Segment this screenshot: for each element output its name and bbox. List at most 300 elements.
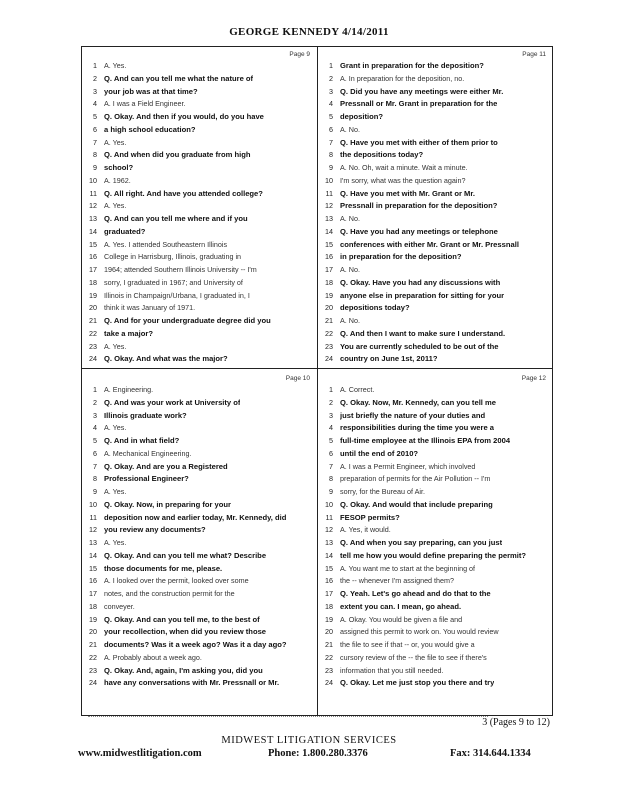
line-number: 6 xyxy=(93,124,97,134)
transcript-line xyxy=(86,461,314,474)
line-number: 5 xyxy=(329,436,333,445)
line-number: 24 xyxy=(325,354,333,364)
line-number: 22 xyxy=(325,652,333,662)
line-number: 3 xyxy=(93,86,97,96)
transcript-line xyxy=(86,111,314,124)
transcript-line xyxy=(86,200,314,213)
line-number: 18 xyxy=(89,277,97,287)
line-text: A. Mechanical Engineering. xyxy=(104,448,192,458)
line-text: A. You want me to start at the beginning of xyxy=(340,563,476,573)
line-text: you review any documents? xyxy=(104,525,206,535)
line-text: those documents for me, please. xyxy=(104,563,223,573)
transcript-line xyxy=(86,86,314,99)
line-text: Q. Have you met with Mr. Grant or Mr. xyxy=(340,188,476,198)
line-number: 15 xyxy=(89,239,97,249)
line-number: 12 xyxy=(325,525,333,535)
line-number: 24 xyxy=(325,678,333,688)
line-text: deposition now and earlier today, Mr. Kennedy, did xyxy=(104,512,287,522)
transcript-line xyxy=(86,575,314,588)
transcript-line xyxy=(322,124,550,137)
line-number: 13 xyxy=(89,538,97,547)
line-number: 23 xyxy=(89,665,97,675)
line-number: 14 xyxy=(325,226,333,236)
line-number: 2 xyxy=(93,73,97,83)
transcript-line xyxy=(322,86,550,99)
transcript-line xyxy=(86,448,314,461)
transcript-line xyxy=(322,226,550,239)
transcript-line xyxy=(86,137,314,150)
line-number: 4 xyxy=(329,423,333,433)
transcript-line xyxy=(86,410,314,423)
transcript-line xyxy=(86,524,314,537)
transcript-page-12 xyxy=(322,373,550,691)
line-number: 18 xyxy=(325,601,333,611)
transcript-line xyxy=(322,588,550,601)
line-text: Q. And can you tell me where and if you xyxy=(104,214,248,223)
transcript-line xyxy=(322,537,550,550)
transcript-line xyxy=(322,448,550,461)
transcript-line xyxy=(322,162,550,175)
line-number: 15 xyxy=(325,563,333,573)
line-text: Q. Okay. Have you had any discussions with xyxy=(340,277,501,287)
line-number: 6 xyxy=(329,448,333,458)
transcript-line xyxy=(86,73,314,86)
transcript-line xyxy=(86,537,314,550)
line-text: A. Yes. xyxy=(104,137,127,147)
line-text: A. Engineering. xyxy=(104,385,154,394)
firm-name: MIDWEST LITIGATION SERVICES xyxy=(221,735,397,746)
line-text: Q. Okay. And are you a Registered xyxy=(104,461,228,471)
line-number: 17 xyxy=(325,589,333,598)
transcript-line xyxy=(86,550,314,563)
line-number: 10 xyxy=(325,175,333,185)
line-number: 12 xyxy=(325,201,333,211)
transcript-line xyxy=(322,601,550,614)
line-text: sorry, I graduated in 1967; and University of xyxy=(104,277,243,287)
transcript-line xyxy=(86,188,314,201)
transcript-line xyxy=(322,652,550,665)
line-number: 2 xyxy=(93,397,97,407)
transcript-line xyxy=(322,410,550,423)
line-number: 19 xyxy=(325,614,333,624)
line-text: A. No. xyxy=(340,214,360,223)
transcript-line xyxy=(86,473,314,486)
transcript-line xyxy=(86,341,314,354)
line-number: 23 xyxy=(89,341,97,351)
line-number: 7 xyxy=(93,461,97,471)
row-divider xyxy=(82,368,552,369)
transcript-line xyxy=(86,302,314,315)
line-text: Pressnall or Mr. Grant in preparation for the xyxy=(340,99,498,109)
line-number: 12 xyxy=(89,525,97,535)
line-text: conveyer. xyxy=(104,601,135,611)
line-text: depositions today? xyxy=(340,303,410,313)
transcript-line xyxy=(322,239,550,252)
transcript-line xyxy=(322,563,550,576)
line-text: until the end of 2010? xyxy=(340,448,419,458)
transcript-line xyxy=(86,677,314,690)
transcript-line xyxy=(322,341,550,354)
line-number: 9 xyxy=(329,163,333,172)
line-text: A. Yes. I attended Southeastern Illinois xyxy=(104,239,228,249)
transcript-line xyxy=(86,353,314,366)
transcript-line xyxy=(86,264,314,277)
line-text: Q. And in what field? xyxy=(104,436,180,445)
transcript-lines xyxy=(86,384,314,690)
line-number: 3 xyxy=(329,86,333,96)
transcript-line xyxy=(322,175,550,188)
line-text: A. 1962. xyxy=(104,175,131,185)
line-text: country on June 1st, 2011? xyxy=(340,354,438,364)
transcript-page-10 xyxy=(86,373,314,691)
line-text: Q. And for your undergraduate degree did you xyxy=(104,316,271,325)
line-text: responsibilities during the time you were a xyxy=(340,423,495,433)
transcript-lines xyxy=(322,60,550,366)
line-text: graduated? xyxy=(104,226,146,236)
transcript-line xyxy=(86,251,314,264)
line-text: A. I looked over the permit, looked over some xyxy=(104,576,249,586)
line-text: school? xyxy=(104,163,134,172)
column-divider xyxy=(317,47,318,715)
line-text: Q. And was your work at University of xyxy=(104,397,241,407)
line-text: documents? Was it a week ago? Was it a day ago? xyxy=(104,640,287,649)
line-text: full-time employee at the Illinois EPA from 2004 xyxy=(340,436,511,445)
line-number: 14 xyxy=(325,550,333,560)
transcript-line xyxy=(322,200,550,213)
line-number: 23 xyxy=(325,341,333,351)
transcript-line xyxy=(322,473,550,486)
transcript-line xyxy=(86,124,314,137)
line-text: a high school education? xyxy=(104,124,196,134)
transcript-line xyxy=(322,384,550,397)
line-text: Illinois in Champaign/Urbana, I graduated in, I xyxy=(104,290,250,300)
pages-reference: 3 (Pages 9 to 12) xyxy=(482,717,550,728)
line-number: 14 xyxy=(89,226,97,236)
line-text: just briefly the nature of your duties and xyxy=(340,410,486,420)
line-text: Q. Okay. And can you tell me, to the best of xyxy=(104,614,260,624)
line-text: A. Yes. xyxy=(104,61,127,70)
line-text: A. No. xyxy=(340,265,360,274)
line-number: 6 xyxy=(93,448,97,458)
line-number: 19 xyxy=(325,290,333,300)
transcript-line xyxy=(322,302,550,315)
transcript-line xyxy=(86,290,314,303)
transcript-line xyxy=(322,264,550,277)
transcript-grid xyxy=(81,46,553,716)
transcript-line xyxy=(322,575,550,588)
line-number: 3 xyxy=(93,410,97,420)
line-text: cursory review of the -- the file to see if there's xyxy=(340,652,487,662)
transcript-line xyxy=(322,251,550,264)
line-number: 14 xyxy=(89,550,97,560)
transcript-line xyxy=(86,149,314,162)
transcript-line xyxy=(322,499,550,512)
line-number: 8 xyxy=(329,474,333,484)
transcript-line xyxy=(322,626,550,639)
transcript-page-11 xyxy=(322,49,550,367)
line-text: Q. Okay. And what was the major? xyxy=(104,354,228,364)
line-text: the -- whenever I'm assigned them? xyxy=(340,576,455,586)
line-text: Q. Okay. Let me just stop you there and try xyxy=(340,678,495,688)
line-text: Q. And then I want to make sure I understand. xyxy=(340,328,506,338)
line-text: A. I was a Permit Engineer, which involved xyxy=(340,461,476,471)
line-text: Q. Okay. And can you tell me what? Describe xyxy=(104,550,267,560)
line-text: have any conversations with Mr. Pressnall or Mr. xyxy=(104,678,280,688)
transcript-line xyxy=(86,226,314,239)
line-number: 17 xyxy=(89,265,97,274)
transcript-line xyxy=(86,665,314,678)
line-number: 8 xyxy=(93,474,97,484)
line-text: Q. And when you say preparing, can you just xyxy=(340,538,503,547)
firm-phone: Phone: 1.800.280.3376 xyxy=(268,748,368,759)
transcript-line xyxy=(322,213,550,226)
line-number: 21 xyxy=(89,316,97,325)
line-number: 13 xyxy=(325,214,333,223)
transcript-line xyxy=(322,137,550,150)
transcript-line xyxy=(322,461,550,474)
line-text: A. I was a Field Engineer. xyxy=(104,99,186,109)
line-text: A. Yes. xyxy=(104,538,127,547)
line-text: Q. Yeah. Let's go ahead and do that to the xyxy=(340,589,491,598)
transcript-line xyxy=(322,315,550,328)
line-number: 5 xyxy=(93,436,97,445)
transcript-line xyxy=(86,512,314,525)
line-number: 7 xyxy=(93,137,97,147)
line-text: A. In preparation for the deposition, no. xyxy=(340,73,465,83)
transcript-line xyxy=(86,601,314,614)
transcript-line xyxy=(322,277,550,290)
line-text: Q. All right. And have you attended college? xyxy=(104,188,263,198)
line-number: 20 xyxy=(325,627,333,637)
line-text: think it was January of 1971. xyxy=(104,303,196,313)
line-number: 10 xyxy=(89,499,97,509)
line-text: in preparation for the deposition? xyxy=(340,252,462,262)
transcript-lines xyxy=(86,60,314,366)
transcript-line xyxy=(86,175,314,188)
line-text: FESOP permits? xyxy=(340,512,400,522)
line-text: You are currently scheduled to be out of the xyxy=(340,341,499,351)
transcript-line xyxy=(86,422,314,435)
line-text: College in Harrisburg, Illinois, graduating in xyxy=(104,252,242,262)
line-text: deposition? xyxy=(340,112,384,121)
line-text: Q. Okay. And then if you would, do you have xyxy=(104,112,264,121)
transcript-line xyxy=(86,239,314,252)
transcript-line xyxy=(86,328,314,341)
transcript-line xyxy=(322,677,550,690)
transcript-lines xyxy=(322,384,550,690)
line-text: A. No. xyxy=(340,316,360,325)
line-number: 16 xyxy=(89,576,97,586)
line-text: Q. Okay. Now, in preparing for your xyxy=(104,499,232,509)
line-number: 7 xyxy=(329,461,333,471)
line-text: take a major? xyxy=(104,328,153,338)
line-number: 2 xyxy=(329,397,333,407)
line-text: A. Probably about a week ago. xyxy=(104,652,202,662)
transcript-line xyxy=(322,524,550,537)
transcript-line xyxy=(322,614,550,627)
transcript-line xyxy=(86,499,314,512)
transcript-line xyxy=(86,563,314,576)
line-number: 21 xyxy=(89,640,97,649)
line-text: I'm sorry, what was the question again? xyxy=(340,175,466,185)
line-text: Q. And can you tell me what the nature of xyxy=(104,73,254,83)
line-text: the file to see if that -- or, you would give a xyxy=(340,640,475,649)
line-text: Q. Did you have any meetings were either Mr. xyxy=(340,86,504,96)
footer-rule xyxy=(88,716,488,719)
transcript-line xyxy=(86,588,314,601)
line-number: 18 xyxy=(325,277,333,287)
line-text: conferences with either Mr. Grant or Mr. Pressnall xyxy=(340,239,519,249)
line-number: 5 xyxy=(329,112,333,121)
line-text: Pressnall in preparation for the deposition? xyxy=(340,201,498,211)
line-number: 17 xyxy=(325,265,333,274)
line-number: 24 xyxy=(89,678,97,688)
line-number: 20 xyxy=(89,303,97,313)
line-text: A. Yes. xyxy=(104,201,127,211)
transcript-line xyxy=(322,290,550,303)
line-number: 8 xyxy=(329,150,333,160)
line-text: Q. Okay. Now, Mr. Kennedy, can you tell me xyxy=(340,397,496,407)
page-label: Page 9 xyxy=(289,51,310,58)
line-text: anyone else in preparation for sitting for your xyxy=(340,290,505,300)
transcript-line xyxy=(322,665,550,678)
line-number: 15 xyxy=(325,239,333,249)
transcript-line xyxy=(322,328,550,341)
line-text: Professional Engineer? xyxy=(104,474,189,484)
transcript-line xyxy=(322,73,550,86)
line-number: 24 xyxy=(89,354,97,364)
transcript-line xyxy=(86,162,314,175)
transcript-line xyxy=(86,435,314,448)
transcript-line xyxy=(322,512,550,525)
line-text: the depositions today? xyxy=(340,150,424,160)
transcript-line xyxy=(86,614,314,627)
transcript-line xyxy=(322,422,550,435)
line-number: 18 xyxy=(89,601,97,611)
line-text: sorry, for the Bureau of Air. xyxy=(340,487,425,496)
line-number: 20 xyxy=(325,303,333,313)
line-text: A. Correct. xyxy=(340,385,375,394)
line-text: Q. And when did you graduate from high xyxy=(104,150,251,160)
line-text: your recollection, when did you review those xyxy=(104,627,267,637)
line-text: Q. Have you met with either of them prior to xyxy=(340,137,498,147)
line-number: 1 xyxy=(93,61,97,70)
transcript-line xyxy=(322,98,550,111)
transcript-line xyxy=(322,397,550,410)
firm-fax: Fax: 314.644.1334 xyxy=(450,748,531,759)
line-text: notes, and the construction permit for the xyxy=(104,589,235,598)
line-text: information that you still needed. xyxy=(340,665,444,675)
transcript-line xyxy=(322,550,550,563)
line-number: 10 xyxy=(89,175,97,185)
transcript-line xyxy=(322,111,550,124)
line-text: Illinois graduate work? xyxy=(104,410,187,420)
line-number: 2 xyxy=(329,73,333,83)
line-text: Q. Okay. And, again, I'm asking you, did you xyxy=(104,665,263,675)
line-number: 11 xyxy=(89,512,97,522)
line-number: 10 xyxy=(325,499,333,509)
line-text: 1964; attended Southern Illinois University -- I'm xyxy=(104,265,257,274)
line-number: 13 xyxy=(89,214,97,223)
page-label: Page 11 xyxy=(522,51,546,58)
line-text: A. Yes. xyxy=(104,341,127,351)
transcript-line xyxy=(86,98,314,111)
transcript-line xyxy=(86,486,314,499)
transcript-line xyxy=(86,397,314,410)
line-text: A. No. xyxy=(340,124,360,134)
line-number: 1 xyxy=(329,61,333,70)
page-label: Page 10 xyxy=(285,375,310,382)
line-text: Q. Have you had any meetings or telephone xyxy=(340,226,498,236)
line-text: A. Okay. You would be given a file and xyxy=(340,614,463,624)
line-text: your job was at that time? xyxy=(104,86,198,96)
line-text: A. No. Oh, wait a minute. Wait a minute. xyxy=(340,163,468,172)
transcript-line xyxy=(322,486,550,499)
transcript-line xyxy=(322,353,550,366)
transcript-header-title: GEORGE KENNEDY 4/14/2011 xyxy=(229,26,389,38)
transcript-line xyxy=(322,188,550,201)
line-number: 17 xyxy=(89,589,97,598)
line-number: 22 xyxy=(89,652,97,662)
line-number: 22 xyxy=(325,328,333,338)
line-text: extent you can. I mean, go ahead. xyxy=(340,601,462,611)
line-number: 4 xyxy=(93,423,97,433)
transcript-line xyxy=(322,149,550,162)
line-text: Q. Okay. And would that include preparing xyxy=(340,499,493,509)
line-number: 1 xyxy=(329,385,333,394)
firm-website: www.midwestlitigation.com xyxy=(78,748,202,759)
line-text: preparation of permits for the Air Pollution -- I'm xyxy=(340,474,491,484)
transcript-page-9 xyxy=(86,49,314,367)
line-number: 3 xyxy=(329,410,333,420)
line-number: 4 xyxy=(93,99,97,109)
line-number: 8 xyxy=(93,150,97,160)
line-number: 11 xyxy=(325,512,333,522)
line-number: 16 xyxy=(89,252,97,262)
line-number: 15 xyxy=(89,563,97,573)
line-number: 9 xyxy=(93,487,97,496)
page-label: Page 12 xyxy=(521,375,546,382)
transcript-line xyxy=(86,277,314,290)
transcript-line xyxy=(86,315,314,328)
line-number: 16 xyxy=(325,252,333,262)
line-text: tell me how you would define preparing the permit? xyxy=(340,550,527,560)
transcript-line xyxy=(322,639,550,652)
transcript-line xyxy=(86,626,314,639)
line-number: 5 xyxy=(93,112,97,121)
line-number: 22 xyxy=(89,328,97,338)
line-number: 1 xyxy=(93,385,97,394)
line-number: 16 xyxy=(325,576,333,586)
line-number: 23 xyxy=(325,665,333,675)
line-number: 19 xyxy=(89,290,97,300)
line-text: A. Yes. xyxy=(104,423,127,433)
line-number: 11 xyxy=(89,188,97,198)
transcript-line xyxy=(322,435,550,448)
line-number: 12 xyxy=(89,201,97,211)
line-number: 21 xyxy=(325,640,333,649)
line-number: 4 xyxy=(329,99,333,109)
line-text: Grant in preparation for the deposition? xyxy=(340,61,484,70)
transcript-line xyxy=(86,384,314,397)
transcript-line xyxy=(86,60,314,73)
line-number: 20 xyxy=(89,627,97,637)
line-number: 13 xyxy=(325,538,333,547)
line-number: 9 xyxy=(93,163,97,172)
line-number: 11 xyxy=(325,188,333,198)
line-text: A. Yes, it would. xyxy=(340,525,391,535)
line-number: 19 xyxy=(89,614,97,624)
